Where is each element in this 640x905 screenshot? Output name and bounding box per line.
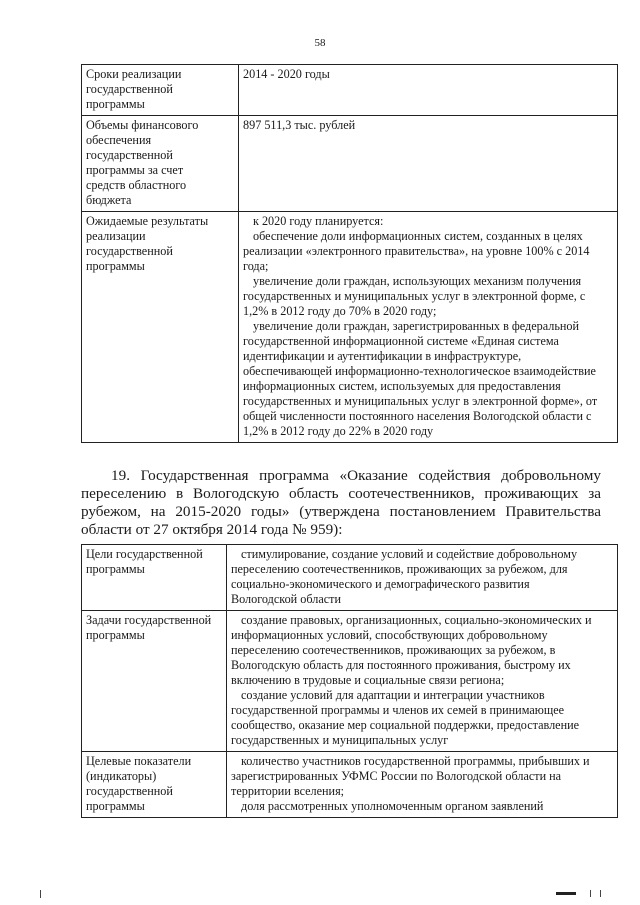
content-line: государственной программы и членов их семей в принимающее	[231, 703, 565, 717]
scan-mark	[40, 890, 41, 898]
label-line: Ожидаемые результаты	[86, 214, 209, 228]
content-line: создание правовых, организационных, социально-экономических и	[241, 613, 592, 627]
row-content	[239, 65, 618, 116]
label-line: государственной	[86, 244, 173, 258]
content-line: переселению соотечественников, проживающих за рубежом, в	[231, 643, 556, 657]
label-line: программы	[86, 799, 145, 813]
content-line: создание условий для адаптации и интеграции участников	[241, 688, 545, 702]
content-line: идентификации и аутентификации в инфраструктуре,	[243, 349, 522, 363]
label-line: программы	[86, 97, 145, 111]
label-line: программы	[86, 259, 145, 273]
row-label	[82, 116, 239, 212]
content-line: сообщество, оказание мер социальной поддержки, предоставление	[231, 718, 580, 732]
row-label	[82, 212, 239, 443]
content-line: государственных и муниципальных услуг в электронной форме», от	[243, 394, 598, 408]
row-content	[239, 116, 618, 212]
content-line: государственных и муниципальных услуг	[231, 733, 449, 747]
row-label	[82, 611, 227, 752]
content-line: государственных и муниципальных услуг в электронной форме, с	[243, 289, 586, 303]
label-line: государственной	[86, 82, 173, 96]
program-passport-table-1	[81, 64, 618, 443]
content-line: территории вселения;	[231, 784, 345, 798]
content-line: Вологодскую область для постоянного проживания, быстрому их	[231, 658, 571, 672]
content-line: 897 511,3 тыс. рублей	[243, 118, 356, 132]
row-content	[227, 611, 618, 752]
content-line: общей численности постоянного населения Вологодской области с	[243, 409, 592, 423]
content-line: переселению соотечественников, проживающих за рубежом, для	[231, 562, 568, 576]
table-row	[82, 212, 618, 443]
content-line: 1,2% в 2012 году до 22% в 2020 году	[243, 424, 434, 438]
label-line: Сроки реализации	[86, 67, 182, 81]
content-line: увеличение доли граждан, зарегистрированных в федеральной	[253, 319, 580, 333]
table-row	[82, 752, 618, 818]
table-row	[82, 116, 618, 212]
label-line: программы за счет	[86, 163, 184, 177]
row-label	[82, 752, 227, 818]
content-line: количество участников государственной программы, прибывших и	[241, 754, 590, 768]
label-line: реализации	[86, 229, 146, 243]
content-line: информационных систем, используемых для предоставления	[243, 379, 561, 393]
row-content	[239, 212, 618, 443]
row-label	[82, 65, 239, 116]
scan-mark	[556, 892, 576, 895]
label-line: программы	[86, 628, 145, 642]
content-line: реализации «электронного правительства», на уровне 100% с 2014	[243, 244, 590, 258]
scan-mark	[590, 890, 591, 897]
label-line: государственной	[86, 784, 173, 798]
label-line: программы	[86, 562, 145, 576]
content-line: государственной информационной системе «Единая система	[243, 334, 559, 348]
content-line: увеличение доли граждан, использующих механизм получения	[253, 274, 582, 288]
table-row	[82, 611, 618, 752]
content-line: включению в трудовые и социальные связи региона;	[231, 673, 505, 687]
label-line: Объемы финансового	[86, 118, 199, 132]
content-line: зарегистрированных УФМС России по Вологодской области на	[231, 769, 562, 783]
row-content	[227, 752, 618, 818]
content-line: доля рассмотренных уполномоченным органом заявлений	[241, 799, 544, 813]
label-line: средств областного	[86, 178, 187, 192]
table-row	[82, 545, 618, 611]
label-line: государственной	[86, 148, 173, 162]
label-line: Целевые показатели	[86, 754, 192, 768]
content-line: обеспечение доли информационных систем, созданных в целях	[253, 229, 583, 243]
label-line: (индикаторы)	[86, 769, 157, 783]
program-passport-table-2	[81, 544, 618, 818]
content-line: к 2020 году планируется:	[253, 214, 384, 228]
label-line: обеспечения	[86, 133, 152, 147]
scan-mark	[600, 890, 601, 897]
content-line: информационных условий, способствующих добровольному	[231, 628, 548, 642]
label-line: Цели государственной	[86, 547, 203, 561]
row-content	[227, 545, 618, 611]
label-line: Задачи государственной	[86, 613, 212, 627]
content-line: Вологодской области	[231, 592, 341, 606]
label-line: бюджета	[86, 193, 132, 207]
row-label	[82, 545, 227, 611]
section-19-heading: 19. Государственная программа «Оказание содействия добровольному переселению в Вологодскую область соотечественников, проживающих за рубежом, на 2015-2020 годы» (утверждена постановлением Правительства области от 27 октября 2014 года № 959):	[81, 467, 601, 538]
content-line: обеспечивающей информационно-технологическое взаимодействие	[243, 364, 596, 378]
table-row	[82, 65, 618, 116]
content-line: стимулирование, создание условий и содействие добровольному	[241, 547, 578, 561]
page-number: 58	[314, 37, 326, 49]
content-line: социально-экономического и демографического развития	[231, 577, 530, 591]
content-line: 2014 - 2020 годы	[243, 67, 330, 81]
content-line: года;	[243, 259, 269, 273]
content-line: 1,2% в 2012 году до 70% в 2020 году;	[243, 304, 437, 318]
